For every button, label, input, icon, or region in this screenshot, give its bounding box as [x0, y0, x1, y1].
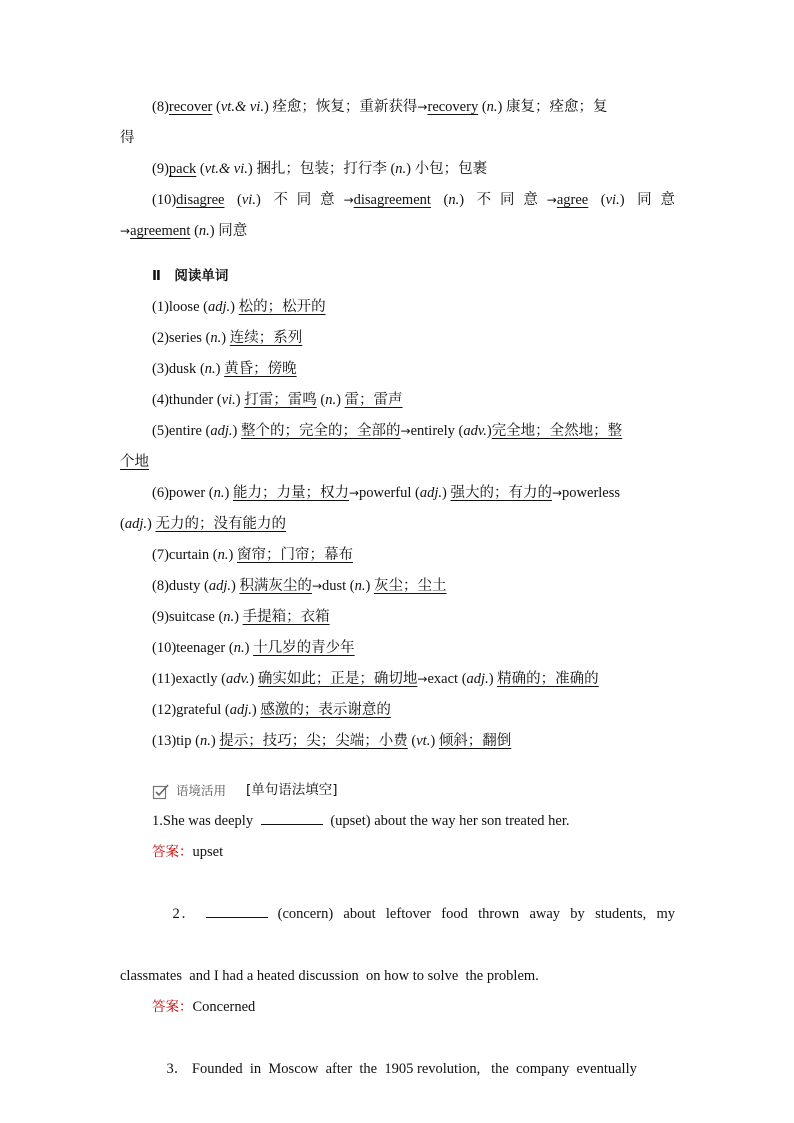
- meaning: 捆扎；包装；打行李: [256, 161, 387, 177]
- meaning: 能力；力量；权力: [232, 485, 349, 501]
- meaning: 个地: [120, 454, 149, 470]
- context-title: 语境活用: [176, 783, 227, 798]
- exercise-text: (upset) about the way her son treated her.: [330, 813, 570, 829]
- answer-label: 答案：: [152, 844, 193, 860]
- vocab-word: (4)thunder: [152, 392, 214, 408]
- part-of-speech: adj.: [207, 299, 231, 315]
- meaning: 整个的；完全的；全部的: [241, 423, 401, 439]
- vocab-word: (8)dusty: [152, 578, 201, 594]
- wrapped-text: 得: [120, 130, 135, 146]
- vocab-word: (2)series: [152, 330, 202, 346]
- part-of-speech: n.: [210, 330, 222, 346]
- list-item: (5)entire (adj.) 整个的；完全的；全部的→entirely (adv.)完全地；全然地；整: [152, 423, 623, 439]
- part-of-speech: adj.: [229, 702, 252, 718]
- part-of-speech: adj.: [208, 578, 231, 594]
- wrapped-text: (adj.) 无力的；没有能力的: [120, 516, 286, 532]
- derived-word: agreement: [130, 223, 191, 239]
- part-of-speech: adj.: [466, 671, 489, 687]
- vocab-item-disagree: (10)disagree (vi.) 不同意→disagreement (n.) 不同意→agree (vi.) 同意: [152, 192, 676, 208]
- vocab-word: (7)curtain: [152, 547, 210, 563]
- exercise-number: 2．: [172, 906, 198, 922]
- derived-word: exact: [427, 671, 459, 687]
- meaning: 十几岁的青少年: [253, 640, 355, 656]
- vocab-word: (10)teenager: [152, 640, 226, 656]
- vocab-item-pack: (9)pack (vt.& vi.) 捆扎；包装；打行李 (n.) 小包；包裹: [152, 161, 488, 177]
- meaning: 精确的；准确的: [497, 671, 599, 687]
- part-of-speech: vi.: [605, 192, 620, 208]
- exercise-text: She was deeply: [162, 813, 254, 829]
- vocab-word: recover: [168, 99, 213, 115]
- arrow-icon: →: [120, 224, 131, 238]
- part-of-speech: vi.: [241, 192, 256, 208]
- part-of-speech: n.: [217, 547, 229, 563]
- arrow-icon: →: [343, 193, 354, 207]
- arrow-icon: →: [417, 672, 428, 686]
- answer-label: 答案：: [152, 999, 193, 1015]
- arrow-icon: →: [400, 424, 411, 438]
- meaning: 松的；松开的: [238, 299, 326, 315]
- answer-text: upset: [192, 844, 224, 860]
- derived-word: recovery: [427, 99, 479, 115]
- section-heading: Ⅱ 阅读单词: [152, 268, 229, 284]
- meaning: 手提箱；衣箱: [242, 609, 330, 625]
- exercise-number: 1.: [152, 813, 163, 829]
- vocab-word: (3)dusk: [152, 361, 197, 377]
- arrow-icon: →: [348, 486, 360, 500]
- vocab-word: (13)tip: [152, 733, 192, 749]
- part-of-speech: adj.: [124, 516, 147, 532]
- list-item: (9)suitcase (n.) 手提箱；衣箱: [152, 609, 330, 625]
- exercise-item: [120, 868, 675, 961]
- part-of-speech: adv.: [225, 671, 250, 687]
- arrow-icon: →: [546, 193, 557, 207]
- meaning: 同意: [637, 192, 676, 208]
- part-of-speech: n.: [395, 161, 407, 177]
- meaning: 康复；痊愈；复: [506, 99, 608, 115]
- answer-line: [120, 992, 675, 1023]
- meaning: 痊愈；恢复；重新获得: [272, 99, 418, 115]
- vocab-word: pack: [168, 161, 197, 177]
- exercise-text: Founded in Moscow after the 1905 revolution, the company eventually: [191, 1061, 637, 1077]
- part-of-speech: n.: [233, 640, 245, 656]
- part-of-speech: n.: [213, 485, 225, 501]
- part-of-speech: n.: [199, 733, 211, 749]
- answer-blank: [206, 903, 268, 918]
- list-item: (8)dusty (adj.) 积满灰尘的→dust (n.) 灰尘；尘土: [152, 578, 447, 594]
- meaning: 无力的；没有能力的: [155, 516, 286, 532]
- part-of-speech: vt.& vi.: [204, 161, 248, 177]
- vocab-word: (9)suitcase: [152, 609, 215, 625]
- meaning: 不同意: [273, 192, 344, 208]
- list-item: (4)thunder (vi.) 打雷；雷鸣 (n.) 雷；雷声: [152, 392, 403, 408]
- list-item: (2)series (n.) 连续；系列: [152, 330, 303, 346]
- list-item: (13)tip (n.) 提示；技巧；尖；尖端；小费 (vt.) 倾斜；翻倒: [152, 733, 512, 749]
- part-of-speech: adj.: [419, 485, 442, 501]
- derived-word: agree: [556, 192, 589, 208]
- item-number: (10): [152, 192, 177, 208]
- meaning: 提示；技巧；尖；尖端；小费: [219, 733, 408, 749]
- meaning: 不同意: [476, 192, 547, 208]
- vocab-word: (12)grateful: [152, 702, 222, 718]
- part-of-speech: n.: [198, 223, 210, 239]
- list-item: (12)grateful (adj.) 感激的；表示谢意的: [152, 702, 391, 718]
- list-item: (11)exactly (adv.) 确实如此；正是；确切地→exact (adj.) 精确的；准确的: [152, 671, 599, 687]
- answer-line: [120, 837, 675, 868]
- vocab-word: disagree: [176, 192, 225, 208]
- meaning: 打雷；雷鸣: [244, 392, 317, 408]
- exercise-text: (concern) about leftover food thrown away by students, my: [277, 906, 676, 922]
- meaning: 倾斜；翻倒: [438, 733, 512, 749]
- wrapped-text: →agreement (n.) 同意: [120, 223, 248, 239]
- arrow-icon: →: [311, 579, 322, 593]
- list-item: (7)curtain (n.) 窗帘；门帘；幕布: [152, 547, 353, 563]
- answer-text: Concerned: [192, 999, 256, 1015]
- meaning: 黄昏；傍晚: [224, 361, 297, 377]
- meaning: 完全地；全然地；整: [491, 423, 623, 439]
- meaning: 灰尘；尘土: [373, 578, 447, 594]
- document-page: [120, 92, 675, 1116]
- context-header: [120, 775, 675, 806]
- derived-word: dust: [322, 578, 347, 594]
- list-item: (6)power (n.) 能力；力量；权力→powerful (adj.) 强大的；有力的→powerless: [152, 485, 621, 501]
- meaning: 确实如此；正是；确切地: [257, 671, 418, 687]
- part-of-speech: n.: [354, 578, 366, 594]
- exercise-number: 3．: [166, 1061, 189, 1077]
- wrapped-text: [120, 447, 675, 478]
- meaning: 同意: [218, 223, 248, 239]
- list-item: (1)loose (adj.) 松的；松开的: [152, 299, 326, 315]
- derived-word: disagreement: [353, 192, 431, 208]
- part-of-speech: vi.: [221, 392, 236, 408]
- pencil-check-icon: [152, 782, 170, 800]
- part-of-speech: n.: [223, 609, 235, 625]
- vocab-word: (1)loose: [152, 299, 200, 315]
- meaning: 连续；系列: [229, 330, 303, 346]
- meaning: 感激的；表示谢意的: [260, 702, 391, 718]
- part-of-speech: n.: [448, 192, 460, 208]
- arrow-icon: →: [417, 100, 428, 114]
- context-subtitle: [单句语法填空]: [246, 782, 338, 798]
- exercise-item: [120, 806, 675, 837]
- part-of-speech: adj.: [210, 423, 233, 439]
- list-item: (10)teenager (n.) 十几岁的青少年: [152, 640, 355, 656]
- meaning: 雷；雷声: [344, 392, 403, 408]
- exercise-text: classmates and I had a heated discussion on how to solve the problem.: [120, 968, 539, 984]
- vocab-word: (11)exactly: [152, 671, 218, 687]
- meaning: 积满灰尘的: [239, 578, 312, 594]
- vocab-word: (5)entire: [152, 423, 202, 439]
- arrow-icon: →: [551, 486, 563, 500]
- vocab-word: (6)power: [152, 485, 206, 501]
- reading-vocab-list: [120, 292, 675, 757]
- meaning: 窗帘；门帘；幕布: [236, 547, 353, 563]
- answer-blank: [261, 810, 323, 825]
- part-of-speech: vt.: [416, 733, 431, 749]
- part-of-speech: n.: [325, 392, 337, 408]
- meaning: 小包；包裹: [414, 161, 488, 177]
- exercise-item: [120, 1023, 675, 1116]
- part-of-speech: adv.: [463, 423, 487, 439]
- vocab-item-recover: (8)recover (vt.& vi.) 痊愈；恢复；重新获得→recovery (n.) 康复；痊愈；复: [152, 99, 608, 115]
- item-number: (8): [152, 99, 169, 115]
- spacer: [120, 757, 675, 775]
- derived-word: powerless: [562, 485, 621, 501]
- item-number: (9): [152, 161, 169, 177]
- derived-word: entirely: [410, 423, 455, 439]
- part-of-speech: n.: [486, 99, 498, 115]
- meaning: 强大的；有力的: [450, 485, 552, 501]
- derived-word: powerful: [359, 485, 412, 501]
- part-of-speech: n.: [204, 361, 216, 377]
- part-of-speech: vt.& vi.: [220, 99, 264, 115]
- list-item: (3)dusk (n.) 黄昏；傍晚: [152, 361, 297, 377]
